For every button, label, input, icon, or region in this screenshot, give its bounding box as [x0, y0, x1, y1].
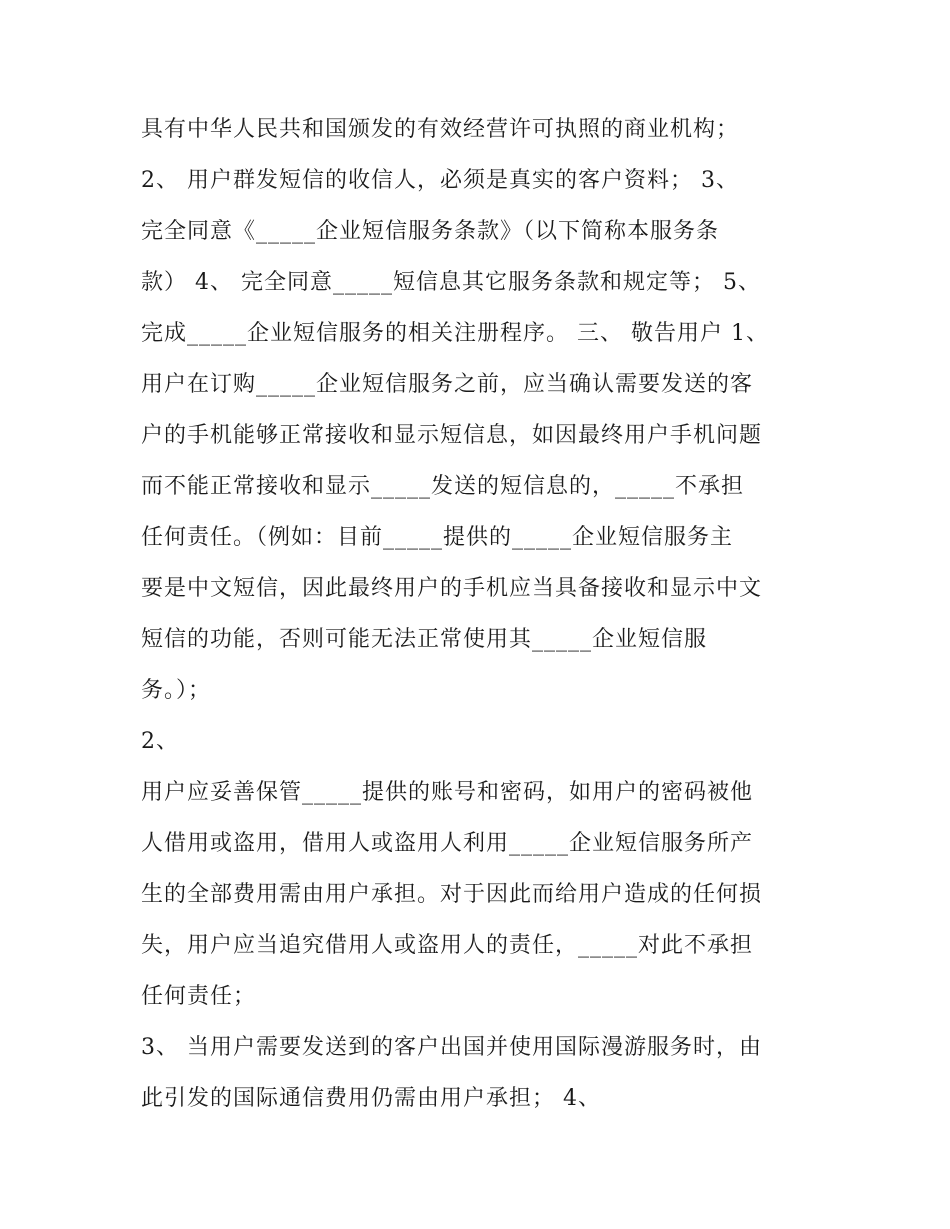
- text-line: 而不能正常接收和显示_____发送的短信息的，_____不承担: [141, 474, 745, 499]
- text-line: 任何责任；: [141, 984, 257, 1009]
- text-line: 此引发的国际通信费用仍需由用户承担； 4、: [141, 1086, 601, 1111]
- text-line: 用户应妥善保管_____提供的账号和密码，如用户的密码被他: [141, 780, 754, 805]
- text-line: 要是中文短信，因此最终用户的手机应当具备接收和显示中文: [141, 576, 763, 601]
- text-line: 3、 当用户需要发送到的客户出国并使用国际漫游服务时，由: [141, 1035, 762, 1060]
- text-line: 任何责任。（例如：目前_____提供的_____企业短信服务主: [141, 525, 734, 550]
- text-line: 户的手机能够正常接收和显示短信息，如因最终用户手机问题: [141, 423, 763, 448]
- document-body: [141, 110, 831, 1130]
- text-line: 完全同意《_____企业短信服务条款》（以下简称本服务条: [141, 219, 720, 244]
- text-line: 款） 4、 完全同意_____短信息其它服务条款和规定等； 5、: [141, 270, 761, 295]
- text-line: 完成_____企业短信服务的相关注册程序。 三、 敬告用户 1、: [141, 321, 769, 346]
- text-line: 生的全部费用需由用户承担。对于因此而给用户造成的任何损: [141, 882, 763, 907]
- text-line: 短信的功能，否则可能无法正常使用其_____企业短信服: [141, 627, 708, 652]
- text-line: 失，用户应当追究借用人或盗用人的责任，_____对此不承担: [141, 933, 754, 958]
- text-line: 务。）；: [141, 678, 212, 703]
- text-line: 具有中华人民共和国颁发的有效经营许可执照的商业机构；: [141, 117, 740, 142]
- text-line: 用户在订购_____企业短信服务之前，应当确认需要发送的客: [141, 372, 754, 397]
- text-line: 2、 用户群发短信的收信人，必须是真实的客户资料； 3、: [141, 168, 739, 193]
- text-line: 2、: [141, 729, 179, 754]
- text-line: 人借用或盗用，借用人或盗用人利用_____企业短信服务所产: [141, 831, 754, 856]
